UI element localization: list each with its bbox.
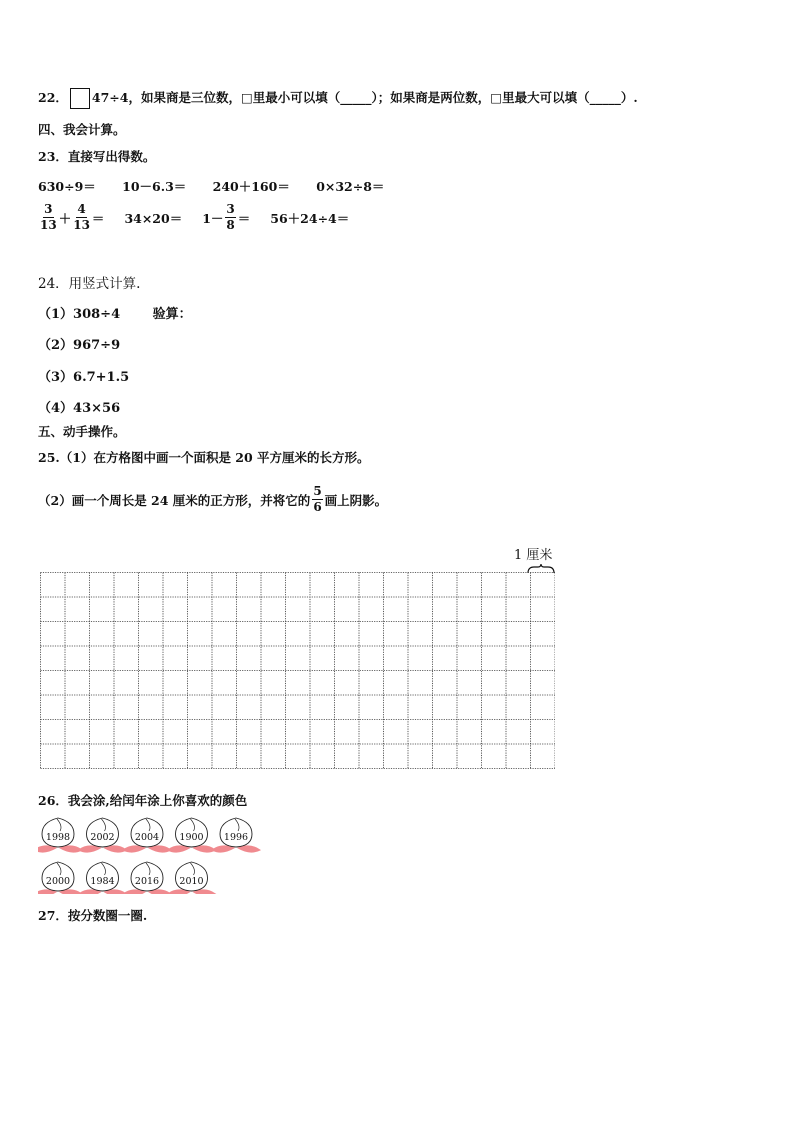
question-23-title: 23．直接写出得数。 bbox=[38, 149, 156, 164]
unit-label: 1 厘米 bbox=[514, 548, 553, 563]
leaf-icon bbox=[105, 846, 127, 852]
calc-item: 34×20＝ bbox=[124, 210, 183, 226]
year-label: 1984 bbox=[90, 876, 115, 887]
fraction: $\frac{3}{13}$ bbox=[40, 202, 57, 232]
drawing-grid[interactable] bbox=[40, 572, 555, 772]
peach-year-item[interactable] bbox=[38, 862, 82, 894]
fraction: $\frac{4}{13}$ bbox=[73, 202, 90, 232]
section-4-heading: 四、我会计算。 bbox=[38, 122, 126, 137]
peach-year-item[interactable] bbox=[168, 818, 216, 852]
year-label: 2002 bbox=[90, 832, 115, 843]
question-24-item-4: （4）43×56 bbox=[38, 401, 121, 416]
peach-year-item[interactable] bbox=[79, 862, 127, 894]
grid-svg[interactable] bbox=[40, 572, 555, 772]
calc-item: 56＋24÷4＝ bbox=[270, 210, 350, 226]
question-24-item-1: （1）308÷4 验算： bbox=[38, 307, 192, 322]
year-label: 2016 bbox=[134, 876, 160, 887]
section-5-heading: 五、动手操作。 bbox=[38, 424, 126, 439]
calc-item-prefix: 1－ bbox=[202, 210, 224, 226]
equals-sign: ＝ bbox=[91, 210, 105, 226]
year-label: 2004 bbox=[134, 832, 160, 843]
fraction: $\frac{5}{6}$ bbox=[313, 484, 322, 514]
leaf-icon bbox=[79, 846, 101, 852]
question-24-item-2: （2）967÷9 bbox=[38, 338, 121, 353]
question-25-part-1: 25.（1）在方格图中画一个面积是 20 平方厘米的长方形。 bbox=[38, 450, 370, 465]
leaf-icon bbox=[123, 846, 145, 852]
fraction: $\frac{3}{8}$ bbox=[226, 202, 235, 232]
leaf-icon bbox=[194, 846, 216, 852]
question-23-row-1 bbox=[38, 177, 406, 195]
question-24-item-3: （3）6.7+1.5 bbox=[38, 370, 130, 385]
year-label: 1900 bbox=[179, 832, 204, 843]
leaf-icon bbox=[149, 846, 171, 852]
leaf-icon bbox=[60, 846, 82, 852]
question-22 bbox=[38, 88, 638, 109]
peach-year-item[interactable] bbox=[38, 818, 82, 852]
calc-item: 240＋160＝ bbox=[212, 179, 290, 194]
question-27-title: 27．按分数圈一圈. bbox=[38, 908, 148, 923]
question-22-number: 22． bbox=[38, 90, 68, 105]
check-label: 验算： bbox=[152, 307, 192, 322]
peach-year-item[interactable] bbox=[123, 862, 171, 894]
calc-item: 0×32÷8＝ bbox=[316, 179, 385, 194]
year-label: 1998 bbox=[45, 832, 71, 843]
leaf-icon bbox=[168, 846, 190, 852]
question-25-part-2: （2）画一个周长是 24 厘米的正方形，并将它的 $\frac{5}{6}$ 画上阴影。 bbox=[38, 484, 388, 514]
question-24-title: 24．用竖式计算. bbox=[38, 276, 141, 292]
calc-item: 630÷9＝ bbox=[38, 179, 96, 194]
peach-year-item[interactable] bbox=[79, 818, 127, 852]
question-23-row-2 bbox=[38, 202, 349, 233]
leaf-icon bbox=[238, 846, 260, 852]
digit-box[interactable] bbox=[70, 88, 90, 109]
question-26-title: 26．我会涂,给闰年涂上你喜欢的颜色 bbox=[38, 793, 248, 808]
calc-item: 10－6.3＝ bbox=[122, 179, 187, 194]
year-label: 1996 bbox=[223, 832, 249, 843]
leaf-icon bbox=[212, 846, 234, 852]
question-22-text: 47÷4，如果商是三位数，□里最小可以填（_____）；如果商是两位数，□里最大可以填（_____）. bbox=[91, 90, 638, 105]
peach-year-item[interactable] bbox=[123, 818, 171, 852]
year-label: 2000 bbox=[45, 876, 71, 887]
plus-sign: ＋ bbox=[58, 210, 72, 226]
year-label: 2010 bbox=[179, 876, 204, 887]
peach-year-grid[interactable] bbox=[38, 812, 278, 894]
peach-year-item[interactable] bbox=[168, 862, 216, 894]
peach-year-item[interactable] bbox=[212, 818, 260, 852]
equals-sign: ＝ bbox=[237, 210, 251, 226]
